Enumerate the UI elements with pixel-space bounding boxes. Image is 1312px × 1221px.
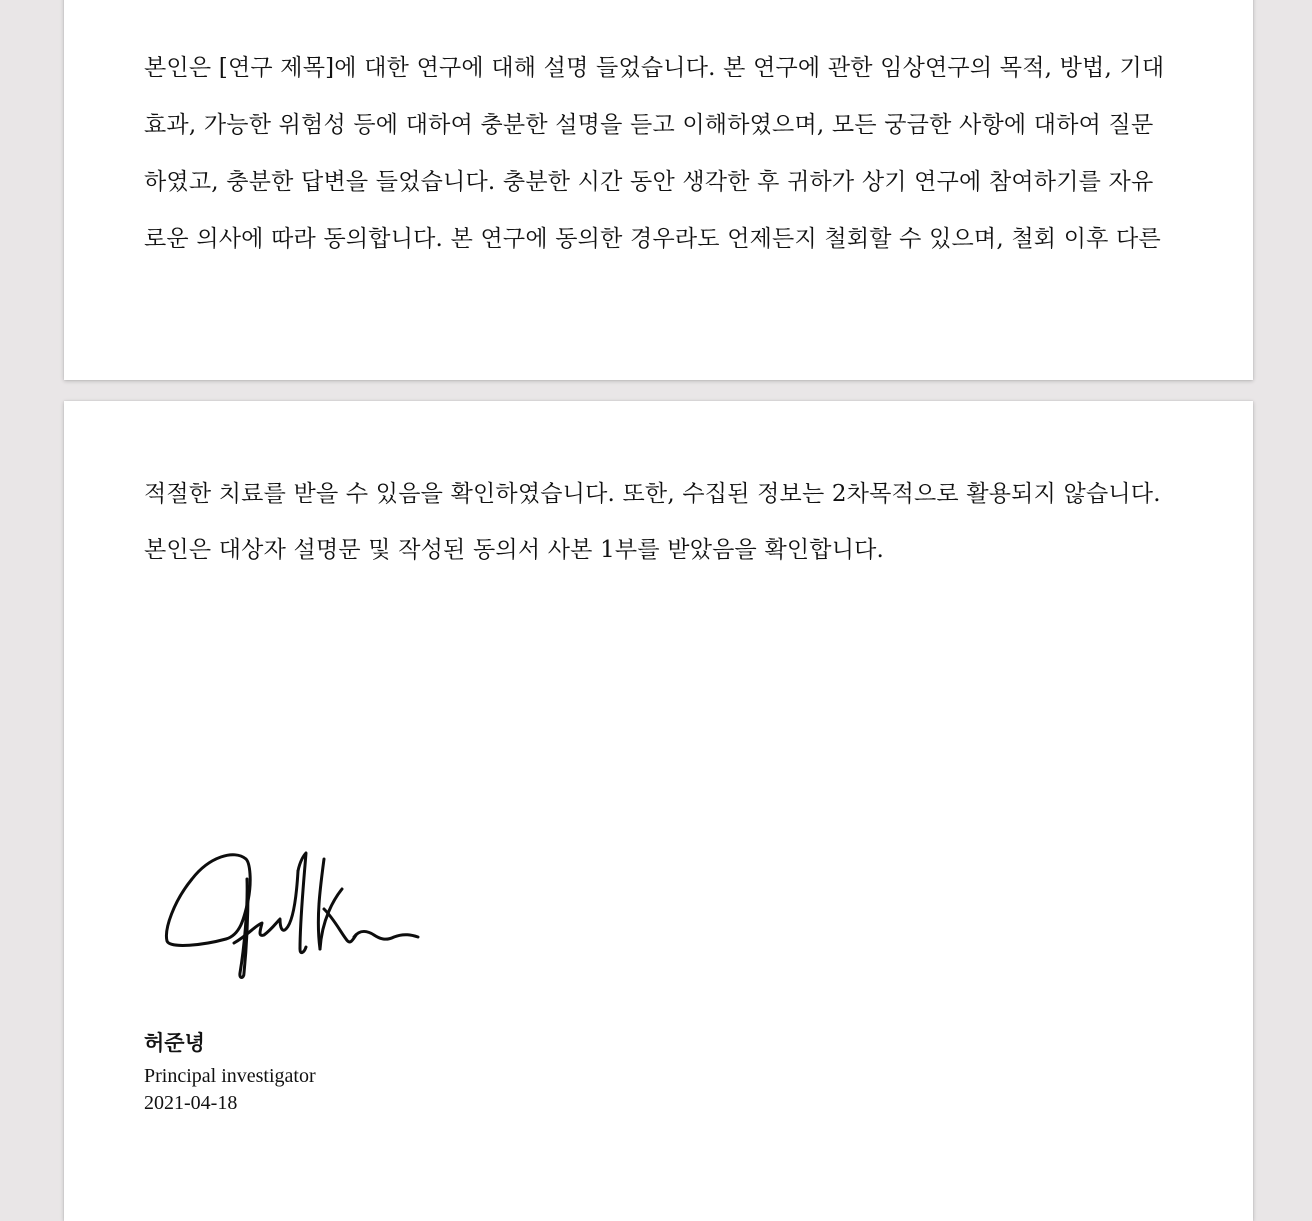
consent-line-2: 효과, 가능한 위험성 등에 대하여 충분한 설명을 듣고 이해하였으며, 모든 궁금한 사항에 대하여 질문 [144,112,1154,138]
signature-image [164,849,424,985]
signer-name: 허준녕 [144,1031,205,1055]
consent-line-3: 하였고, 충분한 답변을 들었습니다. 충분한 시간 동안 생각한 후 귀하가 상기 연구에 참여하기를 자유 [144,169,1154,195]
consent-line-4: 로운 의사에 따라 동의합니다. 본 연구에 동의한 경우라도 언제든지 철회할 수 있으며, 철회 이후 다른 [144,226,1161,252]
signer-role: Principal investigator [144,1065,316,1087]
consent-line-5: 적절한 치료를 받을 수 있음을 확인하였습니다. 또한, 수집된 정보는 2차목적으로 활용되지 않습니다. [144,481,1161,507]
signature-date: 2021-04-18 [144,1092,238,1114]
consent-line-6: 본인은 대상자 설명문 및 작성된 동의서 사본 1부를 받았음을 확인합니다. [144,537,885,563]
document-page-1 [64,0,1253,380]
document-page-2 [64,401,1253,1221]
consent-line-1: 본인은 [연구 제목]에 대한 연구에 대해 설명 들었습니다. 본 연구에 관한 임상연구의 목적, 방법, 기대 [144,55,1165,81]
